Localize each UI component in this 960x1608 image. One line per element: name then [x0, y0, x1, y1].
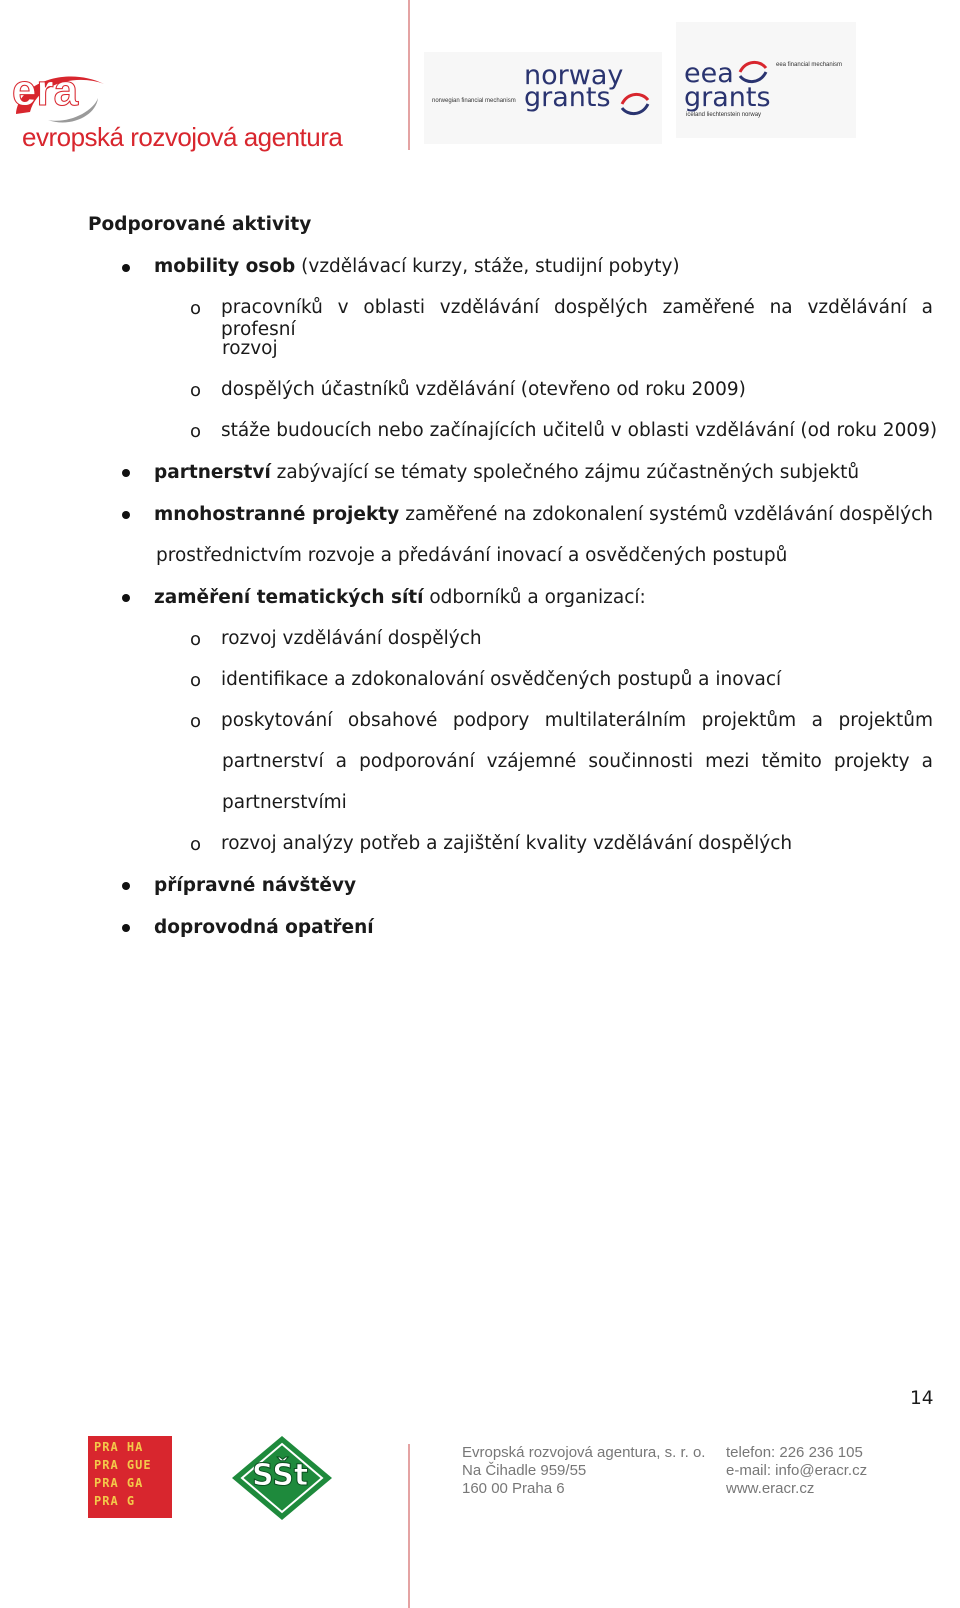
list-item-bold: přípravné návštěvy: [154, 875, 357, 896]
list-item-bold: mobility osob: [154, 256, 296, 277]
praha-logo-row: PRA GUE: [94, 1458, 152, 1472]
sst-logo: [230, 1434, 334, 1522]
list-item-partnership: [154, 462, 859, 484]
list-item-multilateral: [154, 504, 933, 526]
bullet-icon: [122, 511, 130, 519]
praha-logo-row: PRA G: [94, 1494, 136, 1508]
sub-bullet-icon: o: [190, 711, 202, 732]
sub-bullet-icon: o: [190, 421, 202, 442]
norway-grants-logo: [424, 52, 662, 144]
header-divider: [408, 0, 410, 150]
era-name: evropská rozvojová agentura: [22, 122, 343, 152]
sub-item-text: partnerství a podporování vzájemné součinnosti mezi těmito projekty a: [222, 751, 933, 772]
sub-item-text: poskytování obsahové podpory multilaterálním projektům a projektům: [221, 710, 933, 731]
sub-item-text: partnerstvími: [222, 792, 347, 813]
bullet-icon: [122, 264, 130, 272]
norway-logo-line2: grants: [524, 82, 611, 113]
footer-company: Evropská rozvojová agentura, s. r. o.: [462, 1444, 706, 1461]
sub-item-text: rozvoj vzdělávání dospělých: [221, 628, 482, 649]
section-heading: Podporované aktivity: [88, 214, 312, 235]
eea-caption-top: eea financial mechanism: [776, 62, 843, 68]
list-item-bold: zaměření tematických sítí: [154, 587, 424, 608]
list-item-text: prostřednictvím rozvoje a předávání inovací a osvědčených postupů: [156, 545, 788, 566]
sub-item-text: identifikace a zdokonalování osvědčených postupů a inovací: [221, 669, 782, 690]
sub-bullet-icon: o: [190, 380, 202, 401]
footer-web-link[interactable]: www.eracr.cz: [726, 1480, 815, 1497]
bullet-icon: [122, 594, 130, 602]
sub-item-text: dospělých účastníků vzdělávání (otevřeno od roku 2009): [221, 379, 746, 400]
list-item-text: zaměřené na zdokonalení systémů vzdělávání dospělých: [399, 504, 933, 525]
list-item-bold: partnerství: [154, 462, 271, 483]
bullet-icon: [122, 924, 130, 932]
praha-logo-row: PRA GA: [94, 1476, 144, 1490]
norway-caption: norwegian financial mechanism: [432, 98, 516, 104]
footer-divider: [408, 1444, 410, 1608]
sub-item-text: pracovníků v oblasti vzdělávání dospělých zaměřené na vzdělávání a profesní: [221, 297, 933, 340]
list-item-bold: mnohostranné projekty: [154, 504, 400, 525]
footer-email[interactable]: e-mail: info@eracr.cz: [726, 1462, 868, 1479]
sub-bullet-icon: o: [190, 298, 202, 319]
list-item-bold: doprovodná opatření: [154, 917, 374, 938]
footer-street: Na Čihadle 959/55: [462, 1462, 587, 1479]
era-logo: [8, 62, 368, 157]
eea-grants-logo: [676, 22, 856, 138]
footer-phone: telefon: 226 236 105: [726, 1444, 863, 1461]
norway-logo-line1: norway: [524, 60, 624, 91]
era-logo-text: era: [12, 66, 79, 115]
norway-swirl-icon: [618, 86, 652, 120]
list-item-text: zabývající se tématy společného zájmu zúčastněných subjektů: [270, 462, 860, 483]
praha-logo-row: PRA HA: [94, 1440, 144, 1454]
list-item-networks: [154, 587, 646, 609]
bullet-icon: [122, 882, 130, 890]
bullet-icon: [122, 469, 130, 477]
sub-item-text: rozvoj: [222, 338, 278, 359]
footer-city: 160 00 Praha 6: [462, 1480, 565, 1497]
eea-swirl-icon: [736, 54, 770, 88]
praha-logo: [88, 1436, 172, 1518]
list-item-text: (vzdělávací kurzy, stáže, studijní pobyty): [295, 256, 680, 277]
sub-item-text: stáže budoucích nebo začínajících učitelů v oblasti vzdělávání (od roku 2009): [221, 420, 938, 441]
page-number: 14: [910, 1388, 934, 1409]
eea-caption-bottom: iceland liechtenstein norway: [686, 112, 762, 118]
list-item-visits: [154, 875, 356, 897]
sst-logo-text: SŠt: [252, 1458, 309, 1493]
sub-bullet-icon: o: [190, 834, 202, 855]
sub-bullet-icon: o: [190, 629, 202, 650]
eea-logo-line2: grants: [684, 82, 771, 113]
list-item-measures: [154, 917, 374, 939]
list-item-text: odborníků a organizací:: [423, 587, 646, 608]
sub-item-text: rozvoj analýzy potřeb a zajištění kvality vzdělávání dospělých: [221, 833, 793, 854]
list-item-mobility: [154, 256, 680, 278]
sub-bullet-icon: o: [190, 670, 202, 691]
eea-logo-line1: eea: [684, 58, 734, 89]
